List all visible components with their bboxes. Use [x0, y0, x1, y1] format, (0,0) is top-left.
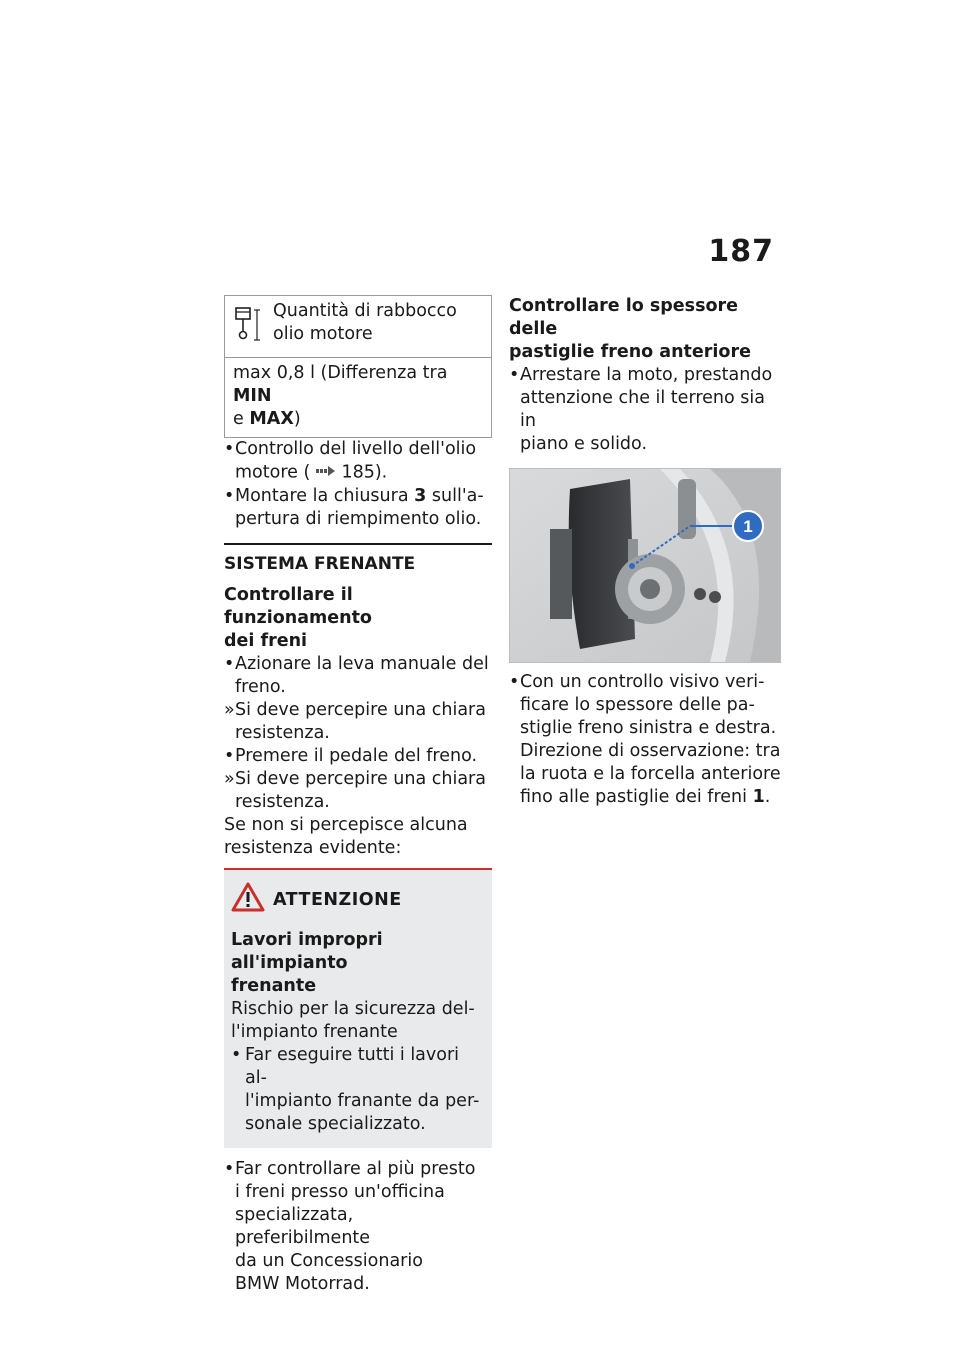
- item-text: motore (: [235, 462, 311, 483]
- bullet-mark: •: [231, 1044, 242, 1065]
- item-line: attenzione che il terreno sia in: [520, 388, 765, 431]
- bullet-mark: •: [224, 439, 235, 459]
- item-line: Far controllare al più presto: [235, 1158, 476, 1179]
- list-item: [224, 485, 492, 531]
- item-line: Arrestare la moto, prestando: [520, 365, 773, 385]
- result-mark: »: [224, 768, 235, 789]
- section-title: [509, 295, 784, 364]
- item-line: ficare lo spessore delle pa-: [520, 695, 755, 715]
- list-item: [224, 1158, 492, 1296]
- item-line: Si deve percepire una chiara: [235, 699, 486, 720]
- spec-max: MAX: [249, 409, 294, 429]
- item-line: [235, 485, 492, 508]
- warning-text-line: l'impianto frenante: [231, 1021, 398, 1042]
- figure-callout-label: 1: [743, 517, 753, 536]
- list-item: [224, 745, 492, 768]
- note-line: resistenza evidente:: [224, 837, 402, 858]
- bullet-mark: •: [224, 653, 235, 674]
- item-line: resistenza.: [235, 722, 330, 743]
- warning-action: [231, 1044, 482, 1136]
- bullet-mark: •: [509, 672, 520, 692]
- item-line: resistenza.: [235, 791, 330, 812]
- item-line: Controllo del livello dell'olio: [235, 439, 477, 459]
- section-title: SISTEMA FRENANTE: [224, 553, 416, 574]
- spec-text: max 0,8 l (Differenza tra: [233, 363, 448, 383]
- warning-label: ATTENZIONE: [273, 889, 402, 910]
- spec-box: [224, 295, 492, 438]
- spec-title: [273, 300, 485, 351]
- item-text: ).: [374, 462, 388, 483]
- bullet-mark: •: [224, 1158, 235, 1179]
- item-line: BMW Motorrad.: [235, 1273, 370, 1294]
- item-text: fino alle pastiglie dei freni: [520, 787, 747, 807]
- page-reference-arrow-icon: [316, 461, 336, 484]
- spec-text: e: [233, 409, 244, 429]
- warning-action-line: Far eseguire tutti i lavori al-: [245, 1044, 460, 1088]
- warning-title: [231, 929, 482, 998]
- result-item: [224, 768, 492, 814]
- warning-title-line: frenante: [231, 975, 317, 996]
- bullet-mark: •: [509, 365, 520, 385]
- section-title-line: pastiglie freno anteriore: [509, 342, 751, 362]
- item-line: Con un controllo visivo veri-: [520, 672, 765, 692]
- subsection-title-line: Controllare il funzionamento: [224, 584, 372, 628]
- item-text: Montare la chiusura: [235, 485, 409, 506]
- item-line: da un Concessionario: [235, 1250, 423, 1271]
- item-line: freno.: [235, 676, 286, 697]
- item-text: sull'a-: [431, 485, 484, 506]
- list-item: [509, 364, 784, 456]
- item-line: piano e solido.: [520, 434, 648, 454]
- item-line: stiglie freno sinistra e destra.: [520, 718, 777, 738]
- spec-min: MIN: [233, 386, 272, 406]
- bullet-mark: •: [224, 485, 235, 506]
- oil-refill-icon: [233, 300, 273, 351]
- list-item: [224, 653, 492, 699]
- spec-header: [225, 296, 491, 358]
- item-line: Azionare la leva manuale del: [235, 653, 489, 674]
- warning-text-line: Rischio per la sicurezza del-: [231, 998, 475, 1019]
- note-text: [224, 814, 492, 860]
- result-mark: »: [224, 699, 235, 720]
- item-line: [235, 461, 492, 485]
- warning-action-line: sonale specializzato.: [245, 1113, 426, 1134]
- spec-title-line: Quantità di rabbocco: [273, 301, 457, 321]
- bullet-mark: •: [224, 745, 235, 766]
- item-line: la ruota e la forcella anteriore: [520, 764, 781, 784]
- brake-caliper-photo: [509, 468, 781, 663]
- list-item: [509, 671, 784, 809]
- warning-box: [224, 868, 492, 1148]
- left-column: [224, 295, 492, 1296]
- page-number: 187: [708, 234, 774, 269]
- warning-triangle-icon: [231, 882, 265, 919]
- item-line: Direzione di osservazione: tra: [520, 741, 781, 761]
- item-line: i freni presso un'officina: [235, 1181, 445, 1202]
- section-divider: [224, 543, 492, 545]
- item-line: specializzata, preferibilmente: [235, 1204, 371, 1248]
- subsection-title-line: dei freni: [224, 630, 308, 651]
- spec-text: ): [293, 409, 301, 429]
- spec-value: [225, 358, 491, 437]
- item-line: Premere il pedale del freno.: [235, 745, 478, 766]
- warning-title-line: Lavori impropri all'impianto: [231, 929, 383, 973]
- section-title-line: Controllare lo spessore delle: [509, 296, 739, 339]
- warning-action-line: l'impianto franante da per-: [245, 1090, 480, 1111]
- subsection-title: [224, 584, 492, 653]
- reference-number: 3: [414, 485, 427, 506]
- result-item: [224, 699, 492, 745]
- spec-title-line: olio motore: [273, 324, 373, 344]
- note-line: Se non si percepisce alcuna: [224, 814, 468, 835]
- item-line: pertura di riempimento olio.: [235, 508, 482, 529]
- right-column: [509, 295, 784, 809]
- warning-header: [231, 882, 482, 919]
- item-line: [520, 786, 784, 809]
- list-item: [224, 438, 492, 485]
- item-line: Si deve percepire una chiara: [235, 768, 486, 789]
- warning-text: [231, 998, 482, 1044]
- reference-number: 1: [752, 787, 765, 807]
- page-reference[interactable]: 185: [341, 462, 375, 483]
- item-text: .: [764, 787, 771, 807]
